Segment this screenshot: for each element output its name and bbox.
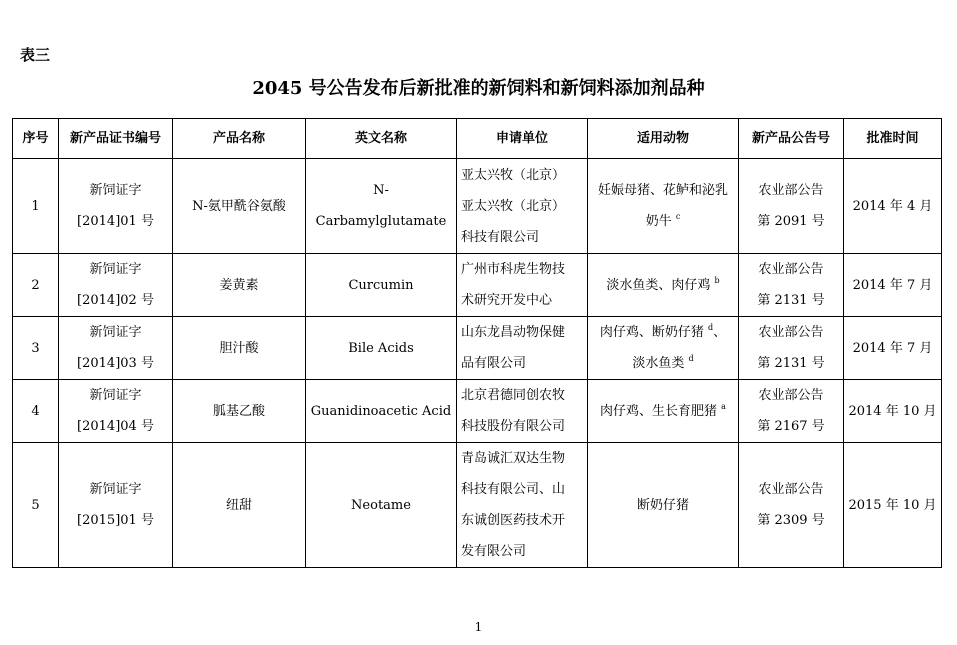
cell-cert: 新饲证字 [2014]02 号 xyxy=(59,254,173,317)
page-number: 1 xyxy=(474,620,483,634)
cell-no: 5 xyxy=(13,443,59,568)
cell-cert: 新饲证字 [2014]03 号 xyxy=(59,317,173,380)
cell-en: N-Carbamylglutamate xyxy=(306,159,457,254)
cell-name: 纽甜 xyxy=(173,443,306,568)
footnote-mark: d xyxy=(708,323,714,332)
cell-notice: 农业部公告 第 2309 号 xyxy=(739,443,844,568)
cell-applicant: 山东龙昌动物保健 品有限公司 xyxy=(457,317,588,380)
cell-applicant: 北京君德同创农牧 科技股份有限公司 xyxy=(457,380,588,443)
table-header-row xyxy=(13,119,942,159)
cell-notice: 农业部公告 第 2091 号 xyxy=(739,159,844,254)
cell-notice: 农业部公告 第 2131 号 xyxy=(739,317,844,380)
header-date: 批准时间 xyxy=(844,119,942,159)
header-no: 序号 xyxy=(13,119,59,159)
cell-date: 2014 年 7 月 xyxy=(844,317,942,380)
footnote-mark: a xyxy=(721,401,726,411)
table-row xyxy=(13,254,942,317)
cell-name: 胆汁酸 xyxy=(173,317,306,380)
cell-animals xyxy=(588,443,739,568)
animals-text: 肉仔鸡、断奶仔猪 xyxy=(599,325,708,340)
animals-text: 妊娠母猪、花鲈和泌乳 奶牛 xyxy=(597,183,728,229)
cell-cert: 新饲证字 [2015]01 号 xyxy=(59,443,173,568)
header-name: 产品名称 xyxy=(173,119,306,159)
cell-no: 4 xyxy=(13,380,59,443)
animals-text: 、 淡水鱼类 xyxy=(632,325,727,371)
header-applicant: 申请单位 xyxy=(457,119,588,159)
header-notice: 新产品公告号 xyxy=(739,119,844,159)
table-row xyxy=(13,443,942,568)
cell-animals xyxy=(588,254,739,317)
cell-name: 姜黄素 xyxy=(173,254,306,317)
cell-date: 2015 年 10 月 xyxy=(844,443,942,568)
feed-products-table xyxy=(12,118,942,568)
cell-no: 1 xyxy=(13,159,59,254)
cell-cert: 新饲证字 [2014]01 号 xyxy=(59,159,173,254)
animals-text: 肉仔鸡、生长育肥猪 xyxy=(600,403,722,419)
table-row xyxy=(13,159,942,254)
page-title: 2045 号公告发布后新批准的新饲料和新饲料添加剂品种 xyxy=(252,78,705,99)
cell-en: Bile Acids xyxy=(306,317,457,380)
cell-notice: 农业部公告 第 2167 号 xyxy=(739,380,844,443)
table-label: 表三 xyxy=(20,46,51,64)
animals-text: 断奶仔猪 xyxy=(636,497,689,513)
cell-date: 2014 年 7 月 xyxy=(844,254,942,317)
cell-animals xyxy=(588,317,739,380)
footnote-mark: b xyxy=(714,275,720,285)
footnote-mark: c xyxy=(675,212,681,221)
cell-no: 2 xyxy=(13,254,59,317)
table-row xyxy=(13,380,942,443)
header-animals: 适用动物 xyxy=(588,119,739,159)
cell-en: Curcumin xyxy=(306,254,457,317)
cell-no: 3 xyxy=(13,317,59,380)
footnote-mark: d xyxy=(688,354,694,363)
cell-notice: 农业部公告 第 2131 号 xyxy=(739,254,844,317)
header-en: 英文名称 xyxy=(306,119,457,159)
cell-applicant: 青岛诚汇双达生物 科技有限公司、山 东诚创医药技术开 发有限公司 xyxy=(457,443,588,568)
cell-cert: 新饲证字 [2014]04 号 xyxy=(59,380,173,443)
table-row xyxy=(13,317,942,380)
cell-animals xyxy=(588,380,739,443)
cell-animals xyxy=(588,159,739,254)
cell-name: N-氨甲酰谷氨酸 xyxy=(173,159,306,254)
cell-en: Neotame xyxy=(306,443,457,568)
header-cert: 新产品证书编号 xyxy=(59,119,173,159)
animals-text: 淡水鱼类、肉仔鸡 xyxy=(606,277,715,293)
cell-date: 2014 年 10 月 xyxy=(844,380,942,443)
cell-date: 2014 年 4 月 xyxy=(844,159,942,254)
cell-applicant: 亚太兴牧（北京） 亚太兴牧（北京） 科技有限公司 xyxy=(457,159,588,254)
cell-name: 胍基乙酸 xyxy=(173,380,306,443)
cell-en: Guanidinoacetic Acid xyxy=(306,380,457,443)
cell-applicant: 广州市科虎生物技 术研究开发中心 xyxy=(457,254,588,317)
